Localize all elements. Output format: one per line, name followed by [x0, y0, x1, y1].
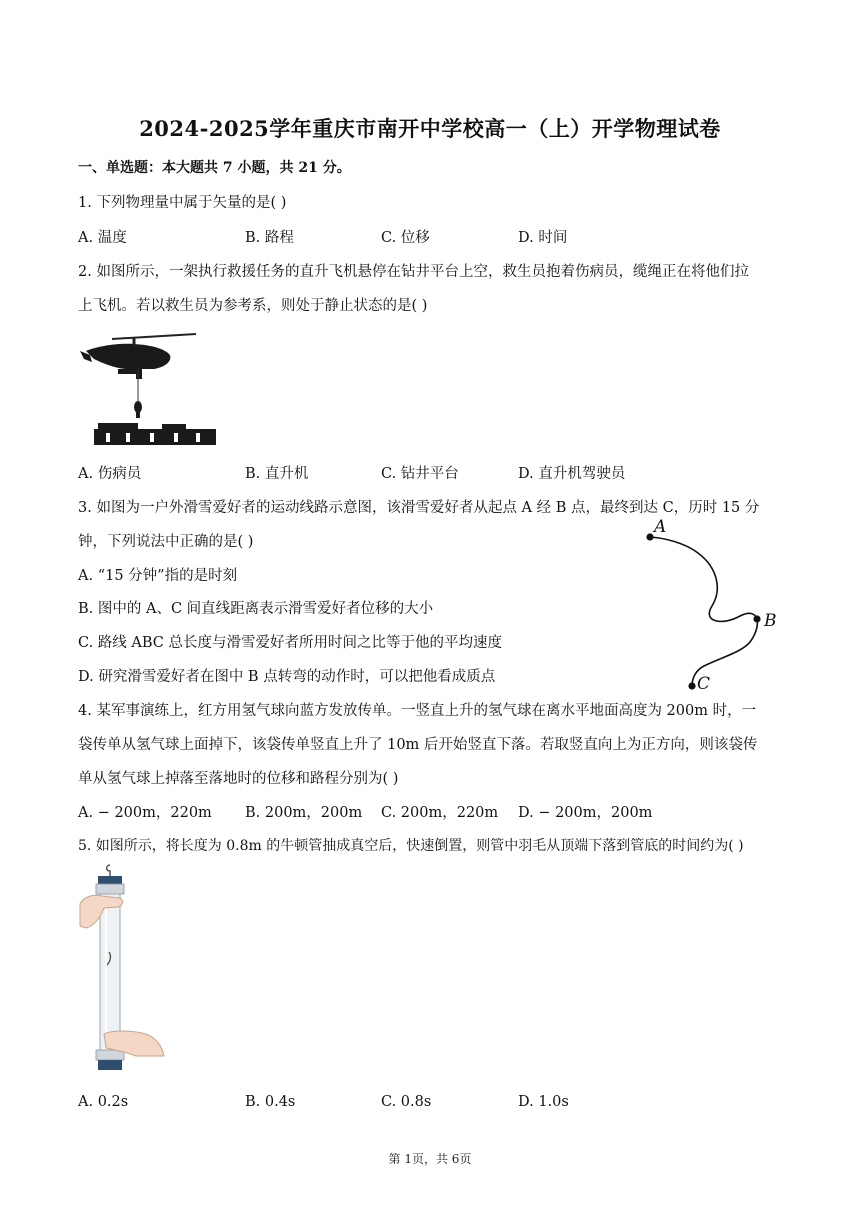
question-2-option-b: B. 直升机 — [245, 466, 309, 482]
question-3-option-c: C. 路线 ABC 总长度与滑雪爱好者所用时间之比等于他的平均速度 — [78, 635, 503, 651]
question-3-option-b: B. 图中的 A、C 间直线距离表示滑雪爱好者位移的大小 — [78, 601, 434, 617]
question-4-stem-line-2: 袋传单从氢气球上面掉下，该袋传单竖直上升了 10m 后开始竖直下落。若取竖直向上为正方向，则该袋传 — [78, 737, 758, 753]
question-2-stem-line-1: 2. 如图所示，一架执行救援任务的直升飞机悬停在钻井平台上空，救生员抱着伤病员，缆绳正在将他们拉 — [78, 264, 749, 280]
question-4-stem-line-3: 单从氢气球上掉落至落地时的位移和路程分别为( ) — [78, 771, 399, 787]
question-2-stem-line-2: 上飞机。若以救生员为参考系，则处于静止状态的是( ) — [78, 298, 428, 314]
section-heading: 一、单选题：本大题共 7 小题，共 21 分。 — [78, 160, 351, 176]
question-1-option-b: B. 路程 — [245, 230, 294, 246]
question-3-stem-line-2: 钟，下列说法中正确的是( ) — [78, 534, 254, 550]
page-title: 2024-2025学年重庆市南开中学校高一（上）开学物理试卷 — [139, 116, 721, 141]
question-4-stem-line-1: 4. 某军事演练上，红方用氢气球向蓝方发放传单。一竖直上升的氢气球在离水平地面高度为 200m 时，一 — [78, 703, 757, 719]
question-4-option-d: D. − 200m，200m — [518, 805, 653, 821]
question-1-option-a: A. 温度 — [78, 230, 127, 246]
question-3-option-a: A. “15 分钟”指的是时刻 — [78, 568, 238, 584]
point-a-label: A — [654, 517, 667, 537]
question-5-option-c: C. 0.8s — [381, 1094, 432, 1110]
question-4-option-b: B. 200m，200m — [245, 805, 363, 821]
question-2-option-c: C. 钻井平台 — [381, 466, 459, 482]
question-5-stem: 5. 如图所示，将长度为 0.8m 的牛顿管抽成真空后，快速倒置，则管中羽毛从顶端下落到管底的时间约为( ) — [78, 838, 744, 854]
page-footer: 第 1页，共 6页 — [388, 1152, 472, 1166]
question-2-option-d: D. 直升机驾驶员 — [518, 466, 626, 482]
point-c-label: C — [697, 674, 711, 694]
question-4-option-c: C. 200m，220m — [381, 805, 499, 821]
question-3-option-d: D. 研究滑雪爱好者在图中 B 点转弯的动作时，可以把他看成质点 — [78, 669, 496, 685]
question-2-option-a: A. 伤病员 — [78, 466, 142, 482]
question-5-option-d: D. 1.0s — [518, 1094, 569, 1110]
question-3-stem-line-1: 3. 如图为一户外滑雪爱好者的运动线路示意图，该滑雪爱好者从起点 A 经 B 点，最终到达 C，历时 15 分 — [78, 500, 760, 516]
question-1-option-d: D. 时间 — [518, 230, 568, 246]
point-b-label: B — [764, 611, 777, 631]
question-1-stem: 1. 下列物理量中属于矢量的是( ) — [78, 195, 287, 211]
newton-tube-image — [76, 862, 166, 1082]
helicopter-rescue-image — [78, 325, 218, 447]
ski-route-figure — [640, 518, 780, 693]
question-5-option-a: A. 0.2s — [78, 1094, 129, 1110]
question-5-option-b: B. 0.4s — [245, 1094, 296, 1110]
question-4-option-a: A. − 200m，220m — [78, 805, 212, 821]
question-1-option-c: C. 位移 — [381, 230, 430, 246]
